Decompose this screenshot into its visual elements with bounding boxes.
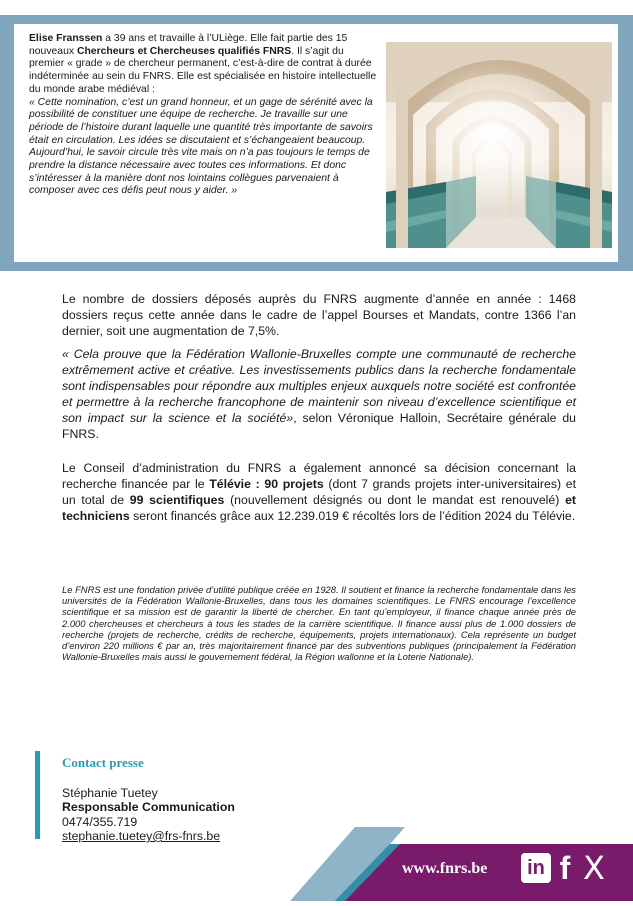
- contact-phone[interactable]: 0474/355.719: [62, 814, 138, 829]
- contact-accent-bar: [35, 751, 40, 839]
- facebook-label: f: [559, 850, 571, 886]
- linkedin-icon[interactable]: [520, 851, 552, 885]
- televie-projects: Télévie : 90 projets: [209, 477, 324, 491]
- x-label: X: [583, 849, 605, 887]
- architecture-photo: [386, 42, 612, 248]
- contact-name: Stéphanie Tuetey: [62, 785, 158, 800]
- profile-text: [29, 33, 379, 198]
- televie-text-1: Le Conseil d’administration du FNRS a également annoncé sa décision concernant la recherche financée par le: [62, 461, 576, 491]
- paragraph-quote: [62, 346, 576, 442]
- halloin-quote: « Cela prouve que la Fédération Wallonie-Bruxelles compte une communauté de recherche extrêmement active et créative. Les investissements publics dans la recherche fondamentale sont indispensables pour répondre aux multiples enjeux auxquels notre société est confrontée et permettre à la recherche francophone de maintenir son niveau d’excellence scientifique et son impact sur la science et la société»: [62, 347, 576, 425]
- contact-email[interactable]: stephanie.tuetey@frs-fnrs.be: [62, 829, 221, 843]
- televie-scientists: 99 scientifiques: [129, 493, 225, 507]
- televie-text-4: seront financés grâce aux 12.239.019 € récoltés lors de l’édition 2024 du Télévie.: [129, 509, 576, 523]
- x-icon[interactable]: [578, 851, 610, 885]
- contact-title: Contact presse: [62, 755, 144, 770]
- facebook-icon[interactable]: [555, 851, 575, 885]
- about-fnrs: Le FNRS est une fondation privée d’utilité publique créée en 1928. Il soutient et finance la recherche fondamentale dans les universités de la Fédération Wallonie-Bruxelles, dans tous les domaines scientifiques. Le FNRS encourage l’excellence scientifique et sa mission est de garantir la liberté de chercher. En tant qu’employeur, il finance chaque année près de 2.000 chercheuses et chercheurs à tous les stades de la carrière scientifique. Il finance aussi plus de 1.000 dossiers de recherche (projets de recherche, crédits de recherche, équipements, projets internationaux). Cela représente un budget d’environ 220 millions € par an, très majoritairement financé par des subventions publiques (principalement la Fédération Wallonie-Bruxelles mais aussi le gouvernement fédéral, la Région wallonne et la Loterie Nationale).: [62, 584, 576, 663]
- profile-intro-1: a 39 ans et travaille à l’ULiège. Elle fait partie des 15 nouveaux: [29, 33, 348, 57]
- profile-quote: « Cette nomination, c’est un grand honneur, et un gage de sérénité avec la possibilité de constituer une équipe de recherche. Je travaille sur une période de l’histoire durant laquelle une quantité très importante de savoirs était en circulation. Les idées se discutaient et s’échangeaient beaucoup. Aujourd’hui, le savoir circule très vite mais on n’a pas toujours le temps de prendre la distance nécessaire avec toutes ces informations. Et donc s’intéresser à la manière dont nos lointains collègues parvenaient à composer avec ces défis peut nous y aider. »: [29, 96, 373, 197]
- profile-box-inner: [14, 24, 618, 262]
- website-link[interactable]: www.fnrs.be: [402, 860, 488, 877]
- paragraph-dossiers: Le nombre de dossiers déposés auprès du FNRS augmente d’année en année : 1468 dossiers reçus cette année dans le cadre de l’appel Bourses et Mandats, contre 1366 l’an dernier, soit une augmentation de 7,5%.: [62, 292, 576, 338]
- halloin-attribution: , selon Véronique Halloin, Secrétaire générale du FNRS.: [62, 411, 576, 441]
- paragraph-televie: [62, 460, 576, 524]
- profile-box: [0, 15, 633, 271]
- profile-intro-bold: Chercheurs et Chercheuses qualifiés FNRS: [76, 45, 292, 57]
- arched-hallway-image: [386, 42, 612, 248]
- televie-text-2: (dont 7 grands projets inter-universitaires) et un total de: [62, 477, 576, 507]
- linkedin-label: in: [521, 853, 551, 883]
- profile-intro-2: . Il s’agit du premier « grade » de chercheur permanent, c’est-à-dire de contrat à durée indéterminée au sein du FNRS. Elle est spécialisée en histoire intellectuelle du monde arabe médiéval :: [29, 45, 377, 95]
- profile-name: Elise Franssen: [29, 33, 103, 44]
- contact-role: Responsable Communication: [62, 800, 235, 814]
- televie-text-3: (nouvellement désignés ou dont le mandat est renouvelé): [224, 493, 566, 507]
- televie-technicians: et techniciens: [62, 493, 576, 523]
